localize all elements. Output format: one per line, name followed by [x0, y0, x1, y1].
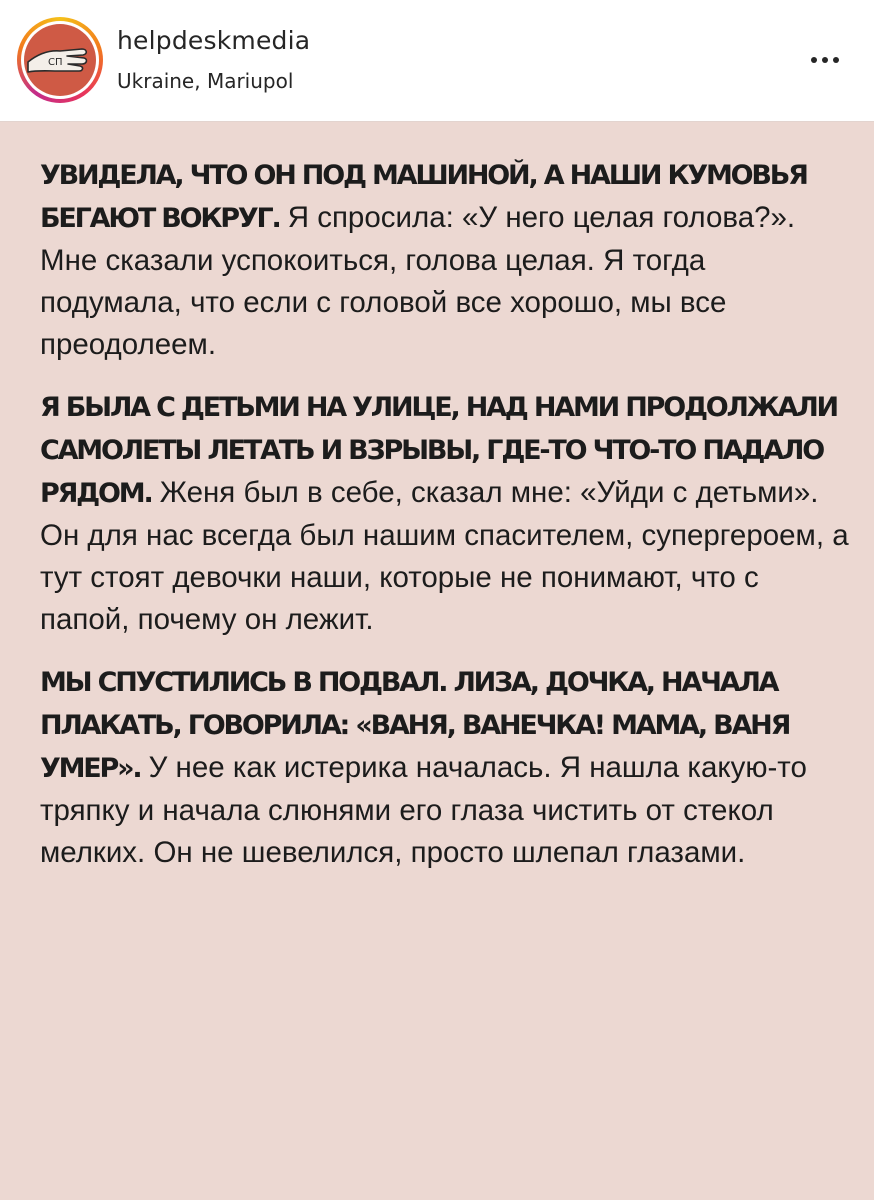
- avatar-lettering: СП: [48, 57, 63, 68]
- paragraph-3-body: У нее как истерика началась. Я нашла какую-то тряпку и начала слюнями его глаза чистить от стекол мелких. Он не шевелился, просто шлепал глазами.: [40, 751, 807, 869]
- paragraph-1-body: Я спросила: «У него целая голова?». Мне сказали успокоиться, голова целая. Я тогда подумала, что если с головой все хорошо, мы все преодолеем.: [40, 201, 796, 361]
- post-image-text: [40, 154, 850, 894]
- hand-logo-icon: [24, 24, 96, 96]
- paragraph-1-lead: УВИДЕЛА, ЧТО ОН ПОД МАШИНОЙ, А НАШИ КУМОВЬЯ БЕГАЮТ ВОКРУГ.: [40, 160, 807, 234]
- location-link[interactable]: Ukraine, Mariupol: [117, 69, 294, 93]
- paragraph-2: [40, 386, 850, 641]
- more-dots-icon: [811, 57, 817, 63]
- paragraph-1: [40, 154, 850, 366]
- more-options-button[interactable]: [800, 44, 850, 76]
- post-header: [0, 0, 874, 122]
- avatar[interactable]: [24, 24, 96, 96]
- story-ring[interactable]: [17, 17, 103, 103]
- paragraph-2-lead: Я БЫЛА С ДЕТЬМИ НА УЛИЦЕ, НАД НАМИ ПРОДОЛЖАЛИ САМОЛЕТЫ ЛЕТАТЬ И ВЗРЫВЫ, ГДЕ-ТО ЧТО-ТО ПАДАЛО РЯДОМ.: [40, 392, 837, 509]
- paragraph-3-lead: МЫ СПУСТИЛИСЬ В ПОДВАЛ. ЛИЗА, ДОЧКА, НАЧАЛА ПЛАКАТЬ, ГОВОРИЛА: «ВАНЯ, ВАНЕЧКА! МАМА, ВАНЯ УМЕР».: [40, 667, 790, 784]
- paragraph-2-body: Женя был в себе, сказал мне: «Уйди с детьми». Он для нас всегда был нашим спасителем, супергероем, а тут стоят девочки наши, которые не понимают, что с папой, почему он лежит.: [40, 476, 849, 636]
- paragraph-3: [40, 661, 850, 874]
- account-name[interactable]: helpdeskmedia: [117, 26, 311, 55]
